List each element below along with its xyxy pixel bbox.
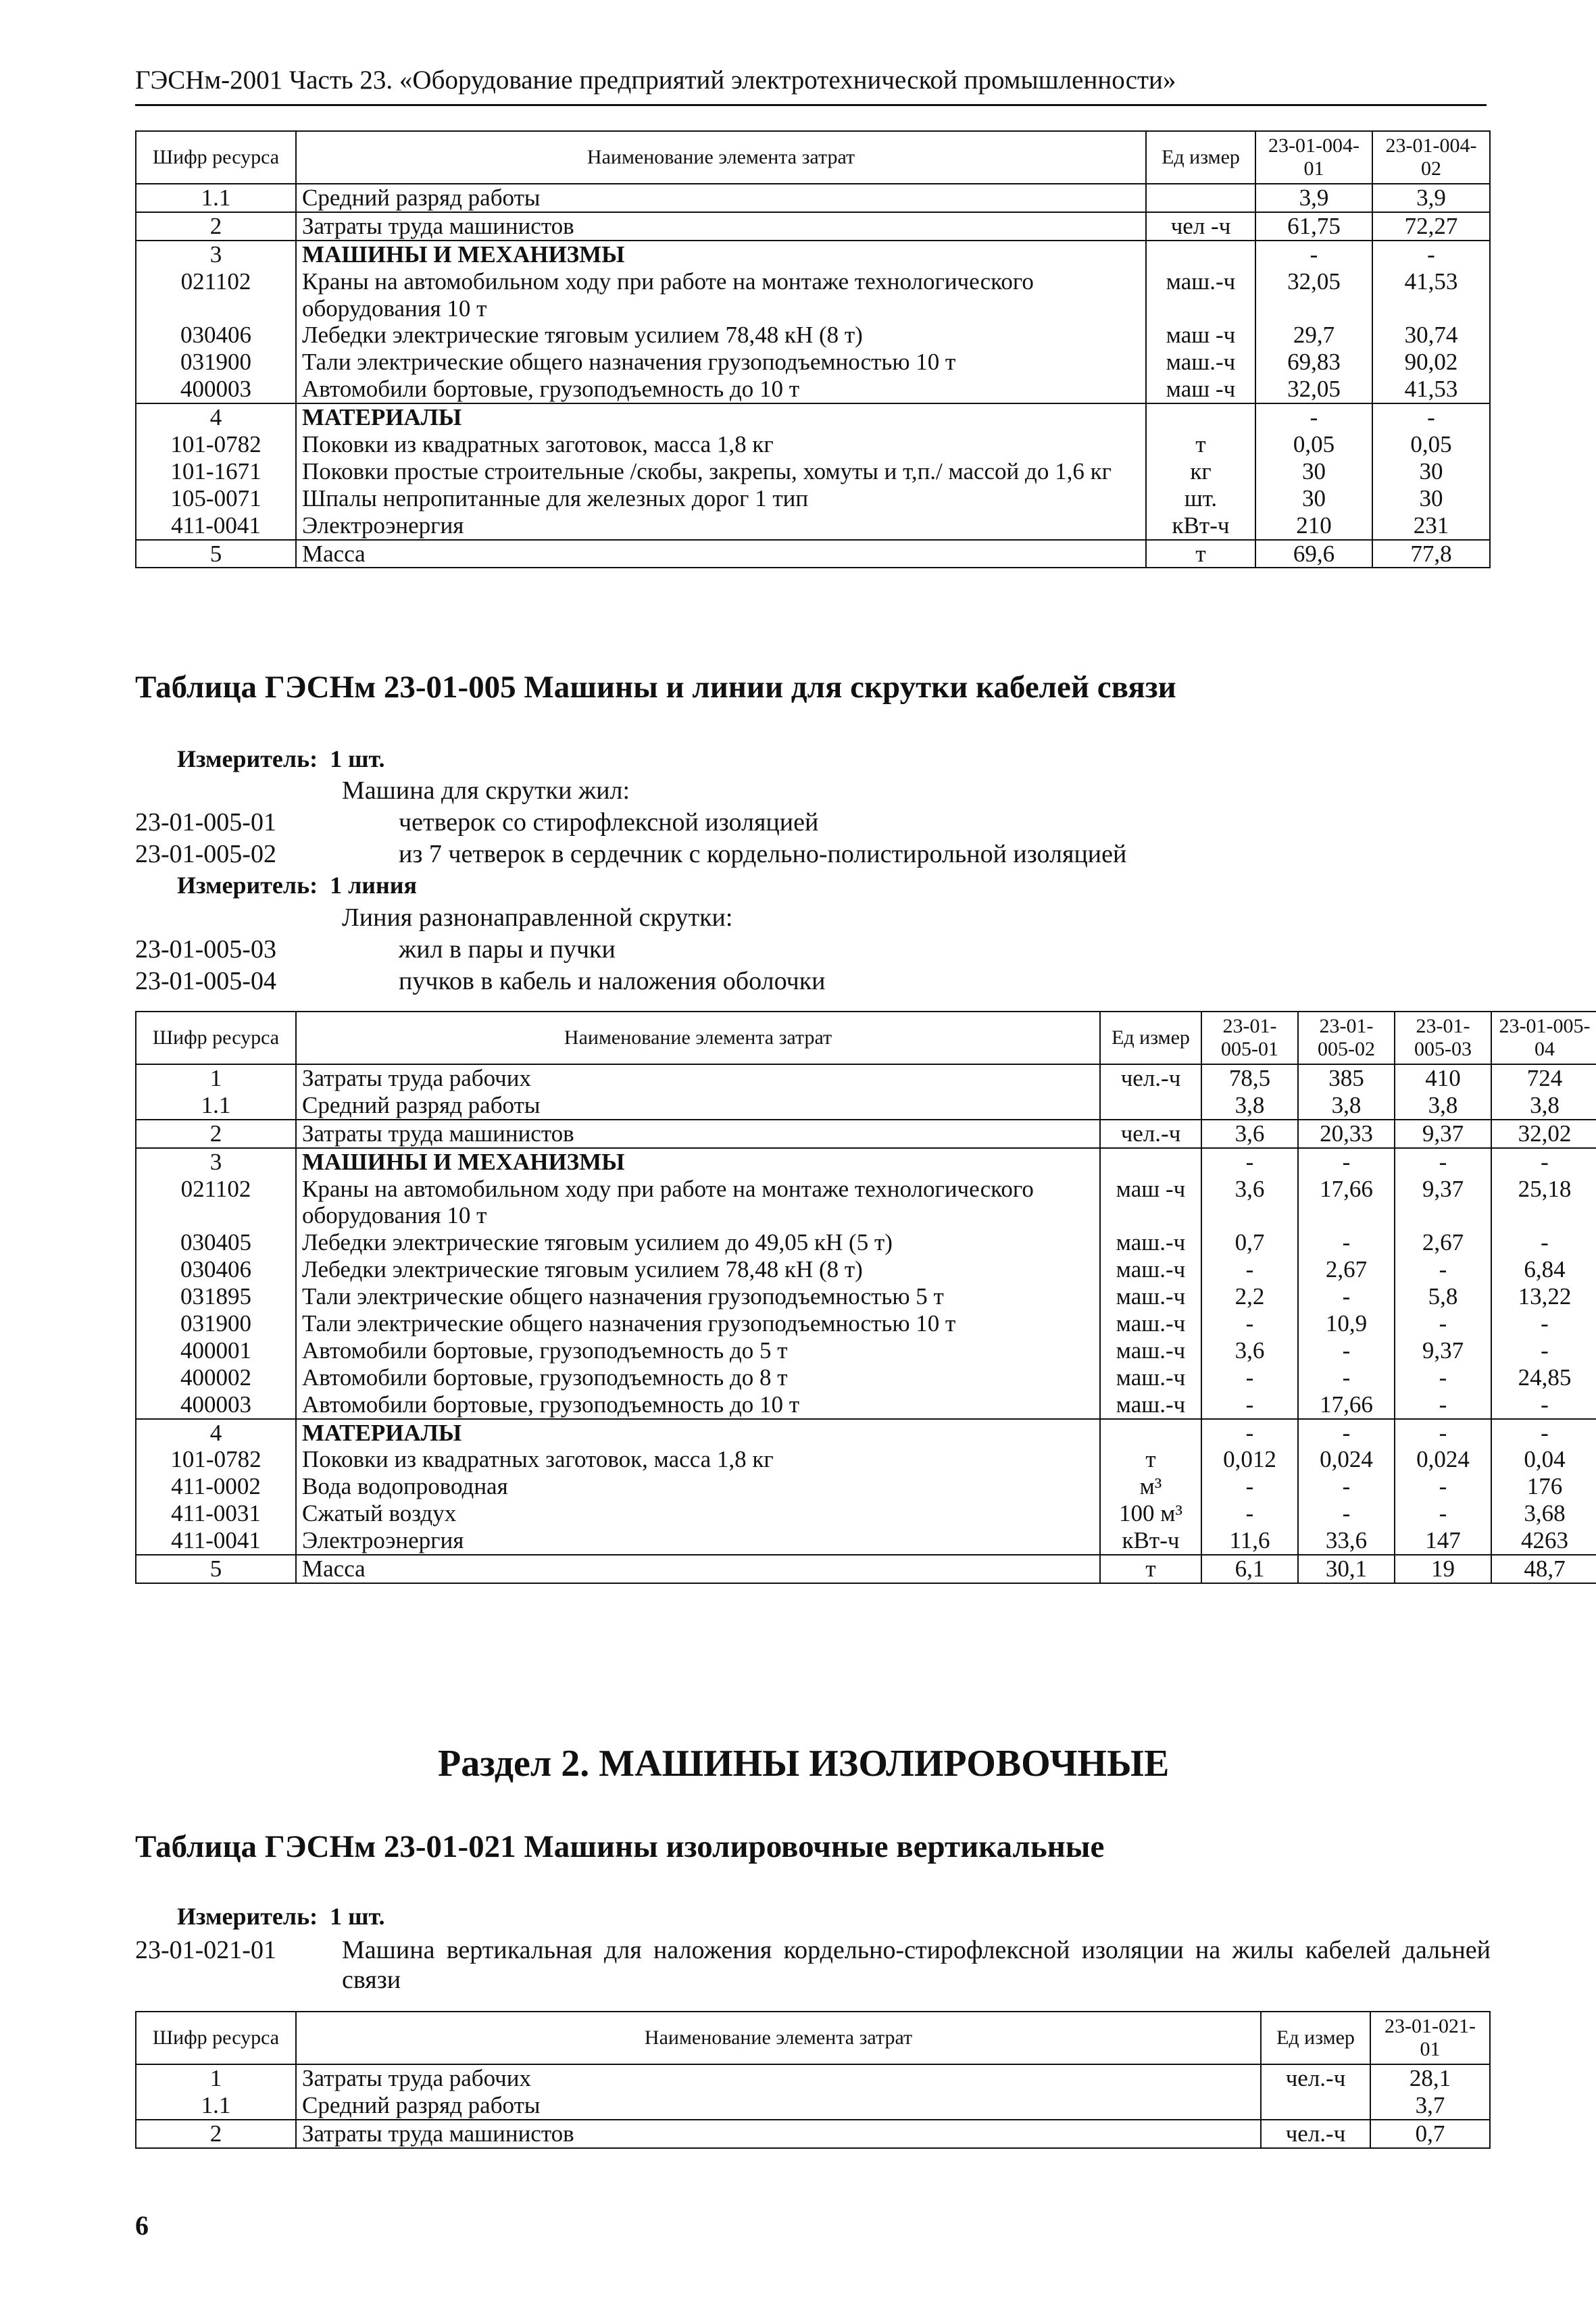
resource-code-cell: 105-0071	[136, 485, 296, 512]
value-cell: 9,37	[1395, 1176, 1491, 1230]
unit-cell	[1100, 1148, 1201, 1176]
resource-code-cell: 1	[136, 2064, 296, 2092]
value-cell: -	[1395, 1391, 1491, 1419]
resource-code-cell: 400003	[136, 376, 296, 403]
resource-code-cell: 5	[136, 1555, 296, 1583]
table-row	[136, 1446, 1596, 1473]
table-row	[136, 1337, 1596, 1364]
resource-code-cell: 021102	[136, 268, 296, 322]
group-label: Линия разнонаправленной скрутки:	[342, 903, 733, 932]
table-row	[136, 212, 1490, 241]
resource-code-cell: 1.1	[136, 184, 296, 212]
resource-name-cell: Затраты труда рабочих	[296, 2064, 1261, 2092]
resource-name-cell: МАШИНЫ И МЕХАНИЗМЫ	[296, 241, 1146, 268]
col-name-header: Наименование элемента затрат	[296, 131, 1146, 184]
norm-code: 23-01-005-03	[135, 935, 276, 964]
table-row	[136, 1527, 1596, 1555]
table-row	[136, 403, 1490, 431]
resource-name-cell: Тали электрические общего назначения грузоподъемностью 5 т	[296, 1283, 1100, 1310]
value-cell: -	[1395, 1256, 1491, 1283]
value-cell: 3,68	[1491, 1500, 1596, 1527]
value-cell: -	[1201, 1310, 1298, 1337]
table-body	[136, 184, 1490, 568]
resource-name-cell: Шпалы непропитанные для железных дорог 1 тип	[296, 485, 1146, 512]
resource-code-cell: 411-0002	[136, 1473, 296, 1500]
unit-cell: маш.-ч	[1146, 349, 1255, 376]
value-cell: -	[1491, 1229, 1596, 1256]
table-row	[136, 540, 1490, 568]
table-row	[136, 1092, 1596, 1120]
value-cell: -	[1491, 1391, 1596, 1419]
unit-cell: т	[1100, 1446, 1201, 1473]
value-cell: -	[1201, 1500, 1298, 1527]
table-row	[136, 1064, 1596, 1092]
resource-code-cell: 031895	[136, 1283, 296, 1310]
resource-name-cell: Краны на автомобильном ходу при работе на монтаже технологического оборудования 10 т	[296, 268, 1146, 322]
table-row	[136, 1364, 1596, 1391]
value-cell: 3,8	[1298, 1092, 1395, 1120]
resource-name-cell: Сжатый воздух	[296, 1500, 1100, 1527]
value-cell: 231	[1372, 512, 1490, 540]
resource-name-cell: Масса	[296, 540, 1146, 568]
unit-cell: маш.-ч	[1100, 1256, 1201, 1283]
value-cell: -	[1395, 1419, 1491, 1447]
value-cell: 9,37	[1395, 1337, 1491, 1364]
col-norm-header: 23-01-005-04	[1491, 1012, 1596, 1064]
table-row	[136, 184, 1490, 212]
unit-cell	[1100, 1419, 1201, 1447]
table-row	[136, 1391, 1596, 1419]
measure-label: Измеритель: 1 шт.	[177, 1903, 385, 1930]
resource-name-cell: Поковки простые строительные /скобы, закрепы, хомуты и т,п./ массой до 1,6 кг	[296, 458, 1146, 485]
col-unit-header: Ед измер	[1100, 1012, 1201, 1064]
resource-code-cell: 021102	[136, 1176, 296, 1230]
page-number: 6	[135, 2210, 149, 2241]
value-cell: 10,9	[1298, 1310, 1395, 1337]
value-cell: 724	[1491, 1064, 1596, 1092]
unit-cell: шт.	[1146, 485, 1255, 512]
resource-name-cell: Средний разряд работы	[296, 184, 1146, 212]
resource-name-cell: Тали электрические общего назначения грузоподъемностью 10 т	[296, 349, 1146, 376]
unit-cell: маш -ч	[1146, 376, 1255, 403]
table-row	[136, 1283, 1596, 1310]
value-cell: 0,012	[1201, 1446, 1298, 1473]
value-cell: 410	[1395, 1064, 1491, 1092]
table-row	[136, 458, 1490, 485]
norm-description: из 7 четверок в сердечник с кордельно-полистирольной изоляцией	[399, 840, 1127, 868]
value-cell: 25,18	[1491, 1176, 1596, 1230]
unit-cell	[1261, 2092, 1370, 2120]
value-cell: -	[1255, 403, 1372, 431]
value-cell: 9,37	[1395, 1120, 1491, 1148]
value-cell: 176	[1491, 1473, 1596, 1500]
table-021-title: Таблица ГЭСНм 23-01-021 Машины изолировочные вертикальные	[135, 1829, 1105, 1864]
value-cell: 30	[1255, 485, 1372, 512]
unit-cell: т	[1146, 431, 1255, 458]
value-cell: 41,53	[1372, 376, 1490, 403]
unit-cell: чел.-ч	[1100, 1064, 1201, 1092]
norm-description: четверок со стирофлексной изоляцией	[399, 808, 819, 837]
value-cell: 33,6	[1298, 1527, 1395, 1555]
col-norm-header: 23-01-005-01	[1201, 1012, 1298, 1064]
unit-cell: маш.-ч	[1100, 1337, 1201, 1364]
resource-code-cell: 2	[136, 1120, 296, 1148]
table-row	[136, 512, 1490, 540]
value-cell: 90,02	[1372, 349, 1490, 376]
value-cell: 32,02	[1491, 1120, 1596, 1148]
resource-name-cell: Лебедки электрические тяговым усилием 78,48 кН (8 т)	[296, 322, 1146, 349]
resource-name-cell: Тали электрические общего назначения грузоподъемностью 10 т	[296, 1310, 1100, 1337]
value-cell: -	[1491, 1337, 1596, 1364]
resource-name-cell: МАТЕРИАЛЫ	[296, 403, 1146, 431]
value-cell: -	[1201, 1364, 1298, 1391]
value-cell: 5,8	[1395, 1283, 1491, 1310]
unit-cell	[1146, 184, 1255, 212]
resource-name-cell: Автомобили бортовые, грузоподъемность до 5 т	[296, 1337, 1100, 1364]
norm-description: жил в пары и пучки	[399, 935, 616, 964]
col-name-header: Наименование элемента затрат	[296, 2012, 1261, 2064]
value-cell: -	[1255, 241, 1372, 268]
resource-code-cell: 101-0782	[136, 431, 296, 458]
col-code-header: Шифр ресурса	[136, 2012, 296, 2064]
table-row	[136, 2120, 1490, 2148]
value-cell: 0,05	[1372, 431, 1490, 458]
value-cell: 69,83	[1255, 349, 1372, 376]
value-cell: 17,66	[1298, 1176, 1395, 1230]
resource-name-cell: Затраты труда машинистов	[296, 212, 1146, 241]
resource-code-cell: 4	[136, 403, 296, 431]
value-cell: -	[1298, 1229, 1395, 1256]
resource-name-cell: МАШИНЫ И МЕХАНИЗМЫ	[296, 1148, 1100, 1176]
table-23-01-005	[135, 1011, 1596, 1584]
table-row	[136, 241, 1490, 268]
resource-name-cell: Электроэнергия	[296, 1527, 1100, 1555]
col-norm-header: 23-01-004-02	[1372, 131, 1490, 184]
value-cell: 2,67	[1395, 1229, 1491, 1256]
resource-code-cell: 2	[136, 2120, 296, 2148]
col-norm-header: 23-01-021-01	[1370, 2012, 1490, 2064]
value-cell: 13,22	[1491, 1283, 1596, 1310]
value-cell: 30,74	[1372, 322, 1490, 349]
unit-cell	[1146, 241, 1255, 268]
value-cell: 6,84	[1491, 1256, 1596, 1283]
value-cell: -	[1298, 1364, 1395, 1391]
col-unit-header: Ед измер	[1146, 131, 1255, 184]
resource-name-cell: Автомобили бортовые, грузоподъемность до 10 т	[296, 1391, 1100, 1419]
unit-cell: т	[1146, 540, 1255, 568]
resource-code-cell: 1.1	[136, 2092, 296, 2120]
group-label: Машина для скрутки жил:	[342, 776, 630, 805]
table-23-01-021	[135, 2011, 1491, 2149]
value-cell: 2,2	[1201, 1283, 1298, 1310]
value-cell: 3,9	[1372, 184, 1490, 212]
value-cell: -	[1298, 1473, 1395, 1500]
value-cell: 6,1	[1201, 1555, 1298, 1583]
unit-cell: кВт-ч	[1146, 512, 1255, 540]
unit-cell: маш.-ч	[1146, 268, 1255, 322]
resource-name-cell: Краны на автомобильном ходу при работе на монтаже технологического оборудования 10 т	[296, 1176, 1100, 1230]
resource-name-cell: Вода водопроводная	[296, 1473, 1100, 1500]
value-cell: 30	[1372, 485, 1490, 512]
table-row	[136, 1310, 1596, 1337]
value-cell: 41,53	[1372, 268, 1490, 322]
norm-description: пучков в кабель и наложения оболочки	[399, 967, 826, 995]
resource-code-cell: 101-0782	[136, 1446, 296, 1473]
unit-cell: 100 м³	[1100, 1500, 1201, 1527]
value-cell: 3,6	[1201, 1337, 1298, 1364]
unit-cell: маш.-ч	[1100, 1364, 1201, 1391]
value-cell: 0,05	[1255, 431, 1372, 458]
table-row	[136, 485, 1490, 512]
resource-name-cell: МАТЕРИАЛЫ	[296, 1419, 1100, 1447]
value-cell: 17,66	[1298, 1391, 1395, 1419]
table-005-title: Таблица ГЭСНм 23-01-005 Машины и линии для скрутки кабелей связи	[135, 670, 1176, 705]
col-norm-header: 23-01-005-02	[1298, 1012, 1395, 1064]
value-cell: 28,1	[1370, 2064, 1490, 2092]
value-cell: 69,6	[1255, 540, 1372, 568]
section-title: Раздел 2. МАШИНЫ ИЗОЛИРОВОЧНЫЕ	[438, 1743, 1170, 1785]
value-cell: -	[1491, 1419, 1596, 1447]
unit-cell: маш.-ч	[1100, 1310, 1201, 1337]
value-cell: 0,024	[1298, 1446, 1395, 1473]
unit-cell	[1100, 1092, 1201, 1120]
resource-code-cell: 101-1671	[136, 458, 296, 485]
table-row	[136, 1148, 1596, 1176]
value-cell: -	[1201, 1391, 1298, 1419]
value-cell: -	[1395, 1148, 1491, 1176]
resource-code-cell: 411-0041	[136, 1527, 296, 1555]
table-body	[136, 2064, 1490, 2148]
resource-code-cell: 031900	[136, 1310, 296, 1337]
resource-name-cell: Автомобили бортовые, грузоподъемность до 10 т	[296, 376, 1146, 403]
unit-cell: чел -ч	[1146, 212, 1255, 241]
resource-name-cell: Электроэнергия	[296, 512, 1146, 540]
unit-cell: м³	[1100, 1473, 1201, 1500]
unit-cell	[1146, 403, 1255, 431]
resource-name-cell: Затраты труда машинистов	[296, 2120, 1261, 2148]
value-cell: 29,7	[1255, 322, 1372, 349]
value-cell: -	[1298, 1148, 1395, 1176]
resource-code-cell: 030405	[136, 1229, 296, 1256]
value-cell: 3,6	[1201, 1176, 1298, 1230]
unit-cell: маш -ч	[1146, 322, 1255, 349]
col-code-header: Шифр ресурса	[136, 1012, 296, 1064]
unit-cell: кВт-ч	[1100, 1527, 1201, 1555]
value-cell: -	[1372, 403, 1490, 431]
resource-code-cell: 411-0041	[136, 512, 296, 540]
value-cell: 24,85	[1491, 1364, 1596, 1391]
value-cell: 32,05	[1255, 376, 1372, 403]
table-row	[136, 1120, 1596, 1148]
value-cell: -	[1298, 1500, 1395, 1527]
col-norm-header: 23-01-004-01	[1255, 131, 1372, 184]
value-cell: 3,8	[1395, 1092, 1491, 1120]
table-row	[136, 1229, 1596, 1256]
value-cell: -	[1298, 1337, 1395, 1364]
measure-label: Измеритель: 1 шт.	[177, 745, 385, 772]
norm-description: Машина вертикальная для наложения кордельно-стирофлексной изоляции на жилы кабелей дальней связи	[342, 1936, 1491, 1995]
value-cell: 3,9	[1255, 184, 1372, 212]
resource-name-cell: Поковки из квадратных заготовок, масса 1,8 кг	[296, 431, 1146, 458]
table-row	[136, 2092, 1490, 2120]
value-cell: 0,024	[1395, 1446, 1491, 1473]
table-row	[136, 1555, 1596, 1583]
value-cell: 3,7	[1370, 2092, 1490, 2120]
table-row	[136, 1176, 1596, 1230]
table-row	[136, 1256, 1596, 1283]
col-name-header: Наименование элемента затрат	[296, 1012, 1100, 1064]
resource-code-cell: 400003	[136, 1391, 296, 1419]
unit-cell: кг	[1146, 458, 1255, 485]
value-cell: -	[1298, 1283, 1395, 1310]
table-row	[136, 1419, 1596, 1447]
value-cell: 0,7	[1370, 2120, 1490, 2148]
resource-name-cell: Затраты труда рабочих	[296, 1064, 1100, 1092]
norm-code: 23-01-005-04	[135, 967, 276, 995]
resource-name-cell: Затраты труда машинистов	[296, 1120, 1100, 1148]
unit-cell: чел.-ч	[1100, 1120, 1201, 1148]
value-cell: 147	[1395, 1527, 1491, 1555]
value-cell: -	[1298, 1419, 1395, 1447]
value-cell: 2,67	[1298, 1256, 1395, 1283]
value-cell: 78,5	[1201, 1064, 1298, 1092]
value-cell: 3,8	[1201, 1092, 1298, 1120]
table-row	[136, 1500, 1596, 1527]
table-row	[136, 1473, 1596, 1500]
resource-name-cell: Лебедки электрические тяговым усилием 78,48 кН (8 т)	[296, 1256, 1100, 1283]
unit-cell: маш.-ч	[1100, 1283, 1201, 1310]
resource-code-cell: 1.1	[136, 1092, 296, 1120]
value-cell: 210	[1255, 512, 1372, 540]
unit-cell: чел.-ч	[1261, 2120, 1370, 2148]
unit-cell: маш.-ч	[1100, 1229, 1201, 1256]
resource-code-cell: 3	[136, 241, 296, 268]
resource-name-cell: Средний разряд работы	[296, 1092, 1100, 1120]
value-cell: -	[1395, 1364, 1491, 1391]
value-cell: 72,27	[1372, 212, 1490, 241]
header-rule	[135, 104, 1487, 106]
value-cell: 3,6	[1201, 1120, 1298, 1148]
resource-code-cell: 400001	[136, 1337, 296, 1364]
unit-cell: маш.-ч	[1100, 1391, 1201, 1419]
resource-code-cell: 4	[136, 1419, 296, 1447]
table-row	[136, 322, 1490, 349]
value-cell: 48,7	[1491, 1555, 1596, 1583]
value-cell: 30	[1255, 458, 1372, 485]
col-norm-header: 23-01-005-03	[1395, 1012, 1491, 1064]
value-cell: 385	[1298, 1064, 1395, 1092]
table-23-01-004	[135, 130, 1491, 568]
resource-name-cell: Автомобили бортовые, грузоподъемность до 8 т	[296, 1364, 1100, 1391]
value-cell: 19	[1395, 1555, 1491, 1583]
value-cell: 77,8	[1372, 540, 1490, 568]
value-cell: 4263	[1491, 1527, 1596, 1555]
value-cell: -	[1201, 1419, 1298, 1447]
value-cell: 0,7	[1201, 1229, 1298, 1256]
value-cell: -	[1201, 1256, 1298, 1283]
value-cell: 0,04	[1491, 1446, 1596, 1473]
value-cell: 61,75	[1255, 212, 1372, 241]
resource-name-cell: Поковки из квадратных заготовок, масса 1,8 кг	[296, 1446, 1100, 1473]
value-cell: 20,33	[1298, 1120, 1395, 1148]
resource-code-cell: 031900	[136, 349, 296, 376]
resource-code-cell: 2	[136, 212, 296, 241]
norm-code: 23-01-005-02	[135, 840, 276, 868]
value-cell: -	[1491, 1148, 1596, 1176]
measure-label: Измеритель: 1 линия	[177, 872, 418, 899]
value-cell: -	[1395, 1500, 1491, 1527]
resource-code-cell: 1	[136, 1064, 296, 1092]
resource-name-cell: Средний разряд работы	[296, 2092, 1261, 2120]
value-cell: -	[1201, 1148, 1298, 1176]
value-cell: 30,1	[1298, 1555, 1395, 1583]
unit-cell: маш -ч	[1100, 1176, 1201, 1230]
table-row	[136, 349, 1490, 376]
value-cell: -	[1201, 1473, 1298, 1500]
col-code-header: Шифр ресурса	[136, 131, 296, 184]
value-cell: 30	[1372, 458, 1490, 485]
value-cell: 11,6	[1201, 1527, 1298, 1555]
resource-code-cell: 5	[136, 540, 296, 568]
unit-cell: т	[1100, 1555, 1201, 1583]
value-cell: -	[1395, 1473, 1491, 1500]
value-cell: 3,8	[1491, 1092, 1596, 1120]
resource-code-cell: 030406	[136, 322, 296, 349]
resource-name-cell: Лебедки электрические тяговым усилием до 49,05 кН (5 т)	[296, 1229, 1100, 1256]
table-row	[136, 376, 1490, 403]
resource-code-cell: 3	[136, 1148, 296, 1176]
unit-cell: чел.-ч	[1261, 2064, 1370, 2092]
value-cell: -	[1372, 241, 1490, 268]
value-cell: -	[1395, 1310, 1491, 1337]
table-row	[136, 431, 1490, 458]
resource-code-cell: 400002	[136, 1364, 296, 1391]
col-unit-header: Ед измер	[1261, 2012, 1370, 2064]
value-cell: -	[1491, 1310, 1596, 1337]
running-header: ГЭСНм-2001 Часть 23. «Оборудование предприятий электротехнической промышленности»	[135, 66, 1176, 95]
table-row	[136, 2064, 1490, 2092]
resource-code-cell: 411-0031	[136, 1500, 296, 1527]
resource-code-cell: 030406	[136, 1256, 296, 1283]
resource-name-cell: Масса	[296, 1555, 1100, 1583]
norm-code: 23-01-021-01	[135, 1936, 276, 1964]
table-body	[136, 1064, 1596, 1583]
norm-code: 23-01-005-01	[135, 808, 276, 837]
table-row	[136, 268, 1490, 322]
value-cell: 32,05	[1255, 268, 1372, 322]
